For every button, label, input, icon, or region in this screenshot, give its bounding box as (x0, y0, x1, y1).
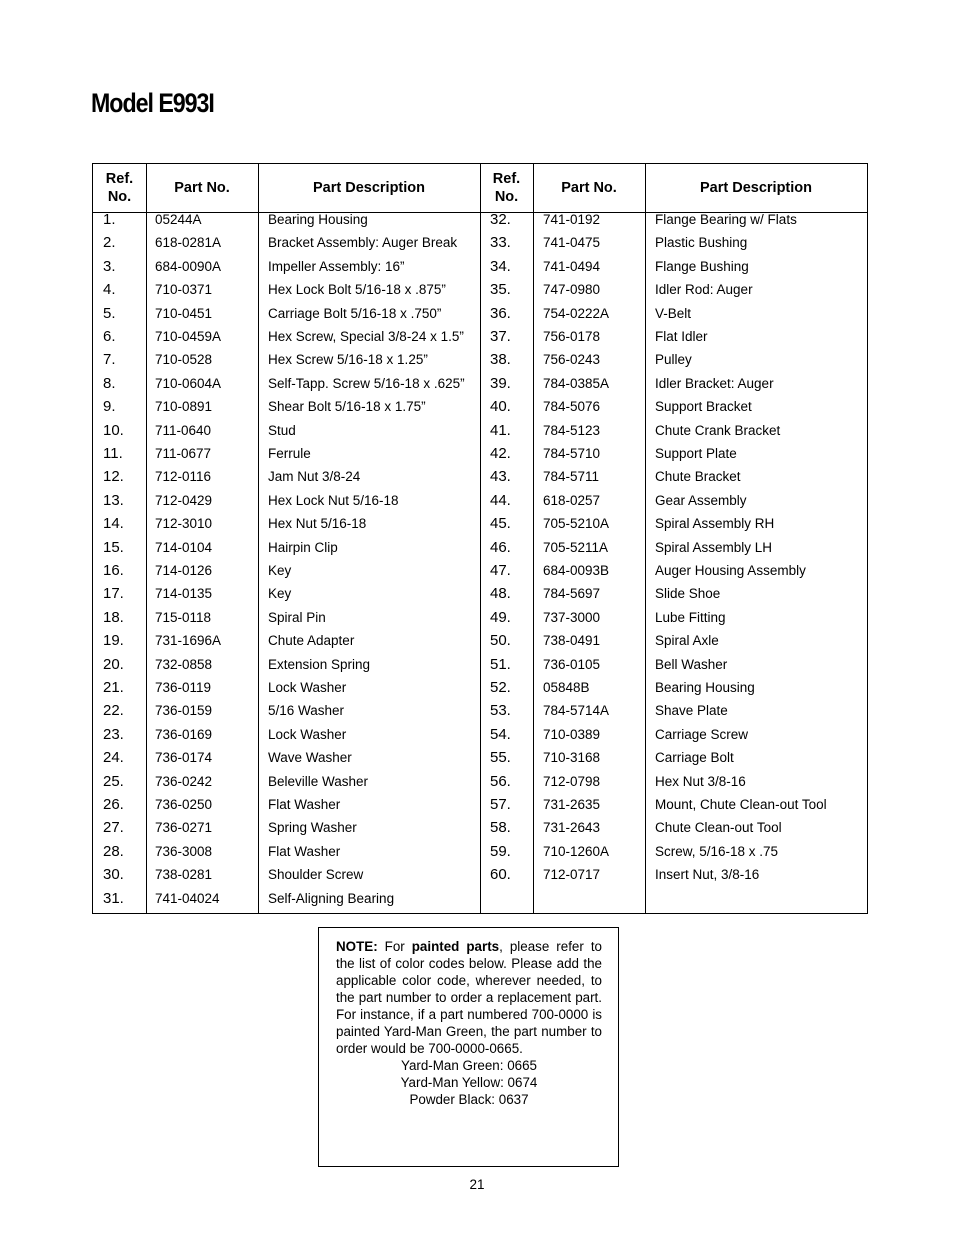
part-number-cell: 736-0271 (155, 820, 213, 836)
part-number-cell: 736-0159 (155, 703, 213, 719)
ref-cell: 5. (103, 304, 116, 322)
part-number-cell: 784-5123 (543, 422, 601, 438)
description-cell: Support Plate (655, 446, 737, 461)
part-number-cell: 784-5714A (543, 703, 610, 719)
ref-cell: 57. (490, 796, 511, 813)
part-number-cell: 736-0105 (543, 656, 601, 672)
part-number-cell: 710-3168 (543, 750, 601, 766)
part-number-cell: 710-0451 (155, 305, 213, 321)
part-number-cell: 712-0116 (155, 469, 212, 485)
ref-cell: 17. (103, 585, 124, 603)
part-number-cell: 711-0677 (155, 446, 212, 461)
description-cell: Jam Nut 3/8-24 (268, 469, 361, 485)
part-number-cell: 784-5710 (543, 446, 601, 461)
description-cell: Lube Fitting (655, 609, 726, 625)
ref-cell: 2. (103, 234, 116, 252)
description-cell: Mount, Chute Clean-out Tool (655, 797, 827, 812)
part-number-cell: 618-0257 (543, 492, 601, 508)
description-cell: Chute Adapter (268, 633, 355, 649)
description-cell: Flange Bushing (655, 258, 749, 274)
part-number-cell: 754-0222A (543, 305, 610, 321)
description-cell: Impeller Assembly: 16” (268, 258, 405, 274)
ref-cell: 12. (103, 468, 124, 486)
ref-cell: 24. (103, 749, 124, 767)
part-number-cell: 736-0119 (155, 680, 212, 695)
ref-cell: 43. (490, 468, 511, 486)
ref-cell: 22. (103, 702, 124, 720)
part-number-cell: 756-0178 (543, 329, 601, 344)
ref-cell: 6. (103, 328, 116, 345)
description-cell: Bearing Housing (268, 212, 368, 227)
part-number-cell: 715-0118 (155, 609, 212, 625)
page-title: Model E993I (91, 88, 214, 118)
description-cell: Wave Washer (268, 750, 352, 766)
ref-cell: 54. (490, 725, 511, 743)
description-cell: Stud (268, 422, 296, 438)
description-cell: Insert Nut, 3/8-16 (655, 867, 760, 883)
description-cell: Chute Clean-out Tool (655, 820, 782, 836)
note-text-part: , please refer to the list of color codes below. Please add the applicable color code, wherever needed, to the part number to order a replacement part. For instance, if a part numbered 700-0000 is painted Yard-Man Green, the part number to order would be 700-0000-0665. (336, 939, 602, 1056)
description-cell: Bracket Assembly: Auger Break (268, 235, 458, 251)
part-number-cell: 736-0174 (155, 750, 213, 766)
column-divider (146, 164, 147, 913)
description-cell: Hex Screw, Special 3/8-24 x 1.5” (268, 329, 464, 344)
part-number-cell: 784-5697 (543, 586, 601, 602)
page-number: 21 (469, 1177, 485, 1192)
column-divider (645, 164, 646, 913)
ref-cell: 13. (103, 491, 124, 509)
description-cell: Plastic Bushing (655, 235, 748, 251)
ref-cell: 35. (490, 281, 511, 299)
description-cell: Flat Washer (268, 797, 341, 812)
ref-cell: 31. (103, 889, 124, 907)
part-number-cell: 738-0281 (155, 867, 213, 883)
ref-cell: 3. (103, 257, 116, 275)
description-cell: Slide Shoe (655, 586, 721, 602)
parts-table (92, 163, 868, 914)
ref-cell: 26. (103, 796, 124, 813)
header-description-left: Part Description (313, 180, 425, 196)
painted-parts-note (318, 927, 619, 1167)
description-cell: Flat Idler (655, 329, 708, 344)
description-cell: Support Bracket (655, 399, 752, 415)
description-cell: Shoulder Screw (268, 867, 364, 883)
header-description-right: Part Description (700, 180, 812, 196)
part-number-cell: 714-0104 (155, 539, 213, 555)
part-number-cell: 710-0389 (543, 726, 601, 742)
description-cell: Key (268, 563, 292, 578)
ref-cell: 27. (103, 819, 124, 837)
part-number-cell: 05244A (155, 212, 202, 227)
ref-cell: 9. (103, 398, 116, 416)
ref-cell: 38. (490, 351, 511, 369)
description-cell: Hairpin Clip (268, 539, 338, 555)
ref-cell: 39. (490, 374, 511, 392)
color-code: Yard-Man Yellow: 0674 (400, 1075, 538, 1090)
ref-cell: 34. (490, 257, 511, 275)
header-part-no-right: Part No. (561, 180, 617, 196)
part-number-cell: 784-0385A (543, 375, 610, 391)
description-cell: Chute Bracket (655, 469, 741, 485)
description-cell: Flat Washer (268, 843, 341, 859)
description-cell: Auger Housing Assembly (655, 563, 806, 578)
description-cell: Spring Washer (268, 820, 357, 836)
ref-cell: 55. (490, 749, 511, 767)
ref-cell: 60. (490, 866, 511, 884)
part-number-cell: 731-2643 (543, 820, 601, 836)
part-number-cell: 736-0242 (155, 773, 213, 789)
ref-cell: 32. (490, 211, 511, 228)
part-number-cell: 747-0980 (543, 282, 601, 298)
ref-cell: 36. (490, 304, 511, 322)
part-number-cell: 741-0494 (543, 258, 601, 274)
ref-cell: 15. (103, 538, 124, 556)
ref-cell: 49. (490, 608, 511, 626)
ref-cell: 52. (490, 679, 511, 696)
description-cell: Idler Rod: Auger (655, 282, 753, 298)
part-number-cell: 710-0528 (155, 352, 213, 368)
part-number-cell: 705-5210A (543, 516, 610, 532)
ref-cell: 56. (490, 772, 511, 790)
ref-cell: 41. (490, 421, 511, 439)
description-cell: Flange Bearing w/ Flats (655, 212, 797, 227)
part-number-cell: 736-0250 (155, 797, 213, 812)
part-number-cell: 712-3010 (155, 516, 213, 532)
ref-cell: 19. (103, 632, 124, 650)
description-cell: Key (268, 586, 292, 602)
description-cell: Spiral Pin (268, 609, 326, 625)
part-number-cell: 737-3000 (543, 609, 601, 625)
ref-cell: 40. (490, 398, 511, 416)
part-number-cell: 741-0192 (543, 212, 601, 227)
ref-cell: 50. (490, 632, 511, 650)
ref-cell: 23. (103, 725, 124, 743)
part-number-cell: 731-2635 (543, 797, 601, 812)
part-number-cell: 705-5211A (543, 539, 609, 555)
ref-cell: 51. (490, 655, 511, 673)
note-text (336, 938, 602, 1057)
column-divider (533, 164, 534, 913)
color-code: Yard-Man Green: 0665 (401, 1058, 537, 1073)
color-code: Powder Black: 0637 (409, 1092, 529, 1107)
ref-cell: 45. (490, 515, 511, 533)
ref-cell: 16. (103, 562, 124, 579)
description-cell: Idler Bracket: Auger (655, 375, 774, 391)
header-ref-no-left: Ref. No. (105, 171, 134, 205)
description-cell: Self-Tapp. Screw 5/16-18 x .625” (268, 375, 465, 391)
part-number-cell: 738-0491 (543, 633, 601, 649)
description-cell: Carriage Bolt 5/16-18 x .750” (268, 305, 442, 321)
ref-cell: 4. (103, 281, 116, 299)
description-cell: Screw, 5/16-18 x .75 (655, 843, 779, 859)
description-cell: Bell Washer (655, 656, 728, 672)
description-cell: Beleville Washer (268, 773, 369, 789)
part-number-cell: 684-0090A (155, 258, 222, 274)
description-cell: Spiral Assembly RH (655, 516, 775, 532)
ref-cell: 48. (490, 585, 511, 603)
ref-cell: 46. (490, 538, 511, 556)
part-number-cell: 684-0093B (543, 563, 610, 578)
description-cell: Gear Assembly (655, 492, 747, 508)
ref-cell: 20. (103, 655, 124, 673)
part-number-cell: 741-0475 (543, 235, 601, 251)
ref-cell: 28. (103, 842, 124, 860)
description-cell: Self-Aligning Bearing (268, 890, 395, 906)
description-cell: Lock Washer (268, 680, 347, 695)
ref-cell: 44. (490, 491, 511, 509)
part-number-cell: 710-0459A (155, 329, 222, 344)
description-cell: Hex Nut 5/16-18 (268, 516, 367, 532)
description-cell: Hex Lock Nut 5/16-18 (268, 492, 399, 508)
part-number-cell: 714-0126 (155, 563, 213, 578)
part-number-cell: 618-0281A (155, 235, 222, 251)
header-part-no-left: Part No. (174, 180, 230, 196)
part-number-cell: 710-1260A (543, 843, 610, 859)
part-number-cell: 712-0717 (543, 867, 601, 883)
ref-cell: 7. (103, 351, 116, 369)
ref-cell: 37. (490, 328, 511, 345)
part-number-cell: 712-0429 (155, 492, 213, 508)
description-cell: Shave Plate (655, 703, 728, 719)
description-cell: Shear Bolt 5/16-18 x 1.75” (268, 399, 426, 415)
part-number-cell: 714-0135 (155, 586, 213, 602)
ref-cell: 58. (490, 819, 511, 837)
part-number-cell: 732-0858 (155, 656, 213, 672)
ref-cell: 18. (103, 608, 124, 626)
description-cell: Carriage Bolt (655, 750, 734, 766)
description-cell: Hex Screw 5/16-18 x 1.25” (268, 352, 428, 368)
description-cell: Spiral Axle (655, 633, 719, 649)
part-number-cell: 756-0243 (543, 352, 601, 368)
ref-cell: 21. (103, 679, 124, 696)
description-cell: Extension Spring (268, 656, 371, 672)
part-number-cell: 741-04024 (155, 890, 220, 906)
ref-cell: 25. (103, 772, 124, 790)
part-number-cell: 736-0169 (155, 726, 213, 742)
part-number-cell: 711-0640 (155, 422, 212, 438)
description-cell: Spiral Assembly LH (655, 539, 773, 555)
part-number-cell: 736-3008 (155, 843, 213, 859)
ref-cell: 33. (490, 234, 511, 252)
description-cell: 5/16 Washer (268, 703, 345, 719)
part-number-cell: 710-0371 (155, 282, 213, 298)
header-ref-no-right: Ref. No. (492, 171, 521, 205)
column-divider (480, 164, 481, 913)
description-cell: Hex Lock Bolt 5/16-18 x .875” (268, 282, 446, 298)
note-lead: NOTE: (336, 939, 378, 954)
ref-cell: 59. (490, 842, 511, 860)
note-text-part: For (377, 939, 412, 954)
ref-cell: 11. (103, 445, 123, 462)
note-bold-phrase: painted parts (411, 939, 500, 954)
description-cell: V-Belt (655, 305, 692, 321)
ref-cell: 10. (103, 421, 124, 439)
ref-cell: 53. (490, 702, 511, 720)
part-number-cell: 710-0604A (155, 375, 222, 391)
description-cell: Lock Washer (268, 726, 347, 742)
ref-cell: 1. (103, 211, 116, 228)
description-cell: Carriage Screw (655, 726, 749, 742)
part-number-cell: 712-0798 (543, 773, 601, 789)
ref-cell: 47. (490, 562, 511, 579)
description-cell: Chute Crank Bracket (655, 422, 781, 438)
description-cell: Ferrule (268, 446, 311, 461)
description-cell: Bearing Housing (655, 680, 755, 695)
description-cell: Hex Nut 3/8-16 (655, 773, 746, 789)
part-number-cell: 710-0891 (155, 399, 213, 415)
part-number-cell: 05848B (543, 680, 590, 695)
part-number-cell: 731-1696A (155, 633, 222, 649)
ref-cell: 14. (103, 515, 124, 533)
ref-cell: 30. (103, 866, 124, 884)
part-number-cell: 784-5076 (543, 399, 601, 415)
ref-cell: 42. (490, 445, 511, 462)
ref-cell: 8. (103, 374, 116, 392)
part-number-cell: 784-5711 (543, 469, 600, 485)
description-cell: Pulley (655, 352, 692, 368)
column-divider (258, 164, 259, 913)
